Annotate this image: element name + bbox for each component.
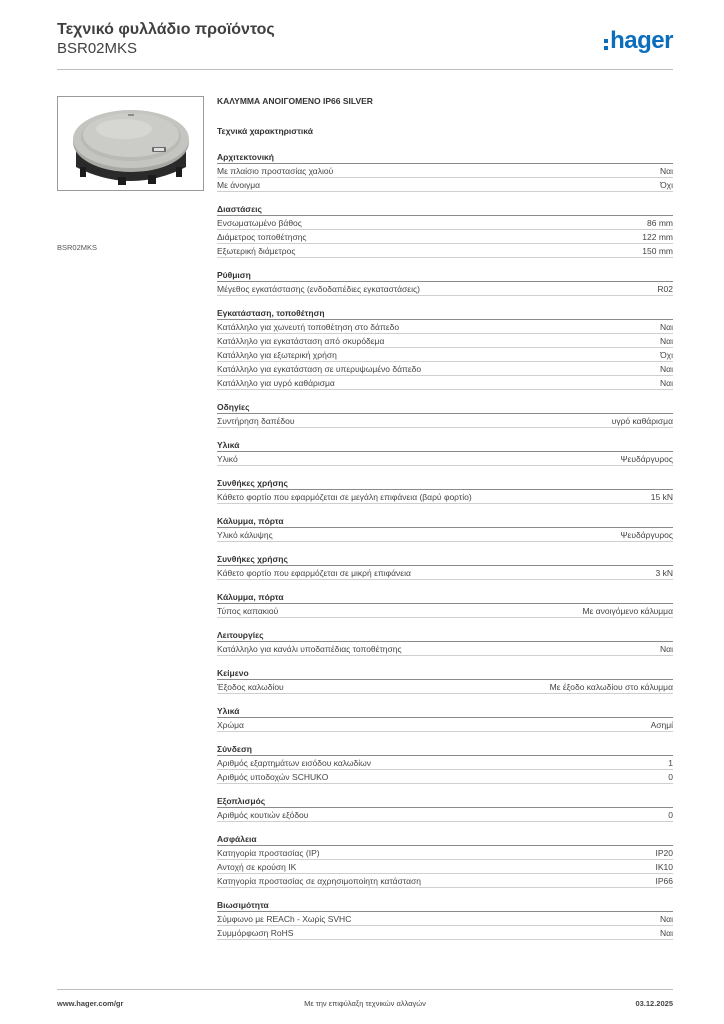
spec-value: R02	[657, 283, 673, 294]
spec-value: 122 mm	[642, 231, 673, 242]
spec-section	[217, 438, 673, 466]
section-title: Αρχιτεκτονική	[217, 150, 673, 164]
spec-label: Σύμφωνο με REACh - Χωρίς SVHC	[217, 913, 352, 924]
section-title: Λειτουργίες	[217, 628, 673, 642]
hager-logo	[604, 28, 673, 54]
spec-content	[217, 96, 673, 950]
spec-value: Με έξοδο καλωδίου στο κάλυμμα	[549, 681, 673, 692]
spec-section	[217, 898, 673, 940]
spec-value: Όχι	[660, 179, 673, 190]
spec-section	[217, 832, 673, 888]
spec-label: Μέγεθος εγκατάστασης (ενδοδαπέδιες εγκαταστάσεις)	[217, 283, 420, 294]
section-title: Σύνδεση	[217, 742, 673, 756]
page-footer	[57, 989, 673, 1013]
section-title: Υλικά	[217, 438, 673, 452]
spec-row	[217, 680, 673, 694]
spec-label: Κατάλληλο για εγκατάσταση από σκυρόδεμα	[217, 335, 385, 346]
spec-row	[217, 452, 673, 466]
document-title: Τεχνικό φυλλάδιο προϊόντος	[57, 21, 275, 38]
spec-value: 3 kN	[655, 567, 673, 578]
spec-sections	[217, 150, 673, 940]
image-caption: BSR02MKS	[57, 243, 98, 252]
spec-value: IP66	[655, 875, 673, 886]
spec-row	[217, 846, 673, 860]
spec-value: 150 mm	[642, 245, 673, 256]
spec-value: Ναι	[660, 363, 673, 374]
spec-value: Ναι	[660, 643, 673, 654]
section-title: Συνθήκες χρήσης	[217, 552, 673, 566]
spec-row	[217, 216, 673, 230]
spec-value: 0	[668, 809, 673, 820]
spec-row	[217, 164, 673, 178]
spec-row	[217, 926, 673, 940]
spec-section	[217, 476, 673, 504]
spec-row	[217, 376, 673, 390]
spec-value: Ναι	[660, 321, 673, 332]
section-title: Εξοπλισμός	[217, 794, 673, 808]
spec-section	[217, 150, 673, 192]
spec-value: Ασημί	[650, 719, 673, 730]
spec-section	[217, 666, 673, 694]
spec-label: Κατάλληλο για χωνευτή τοποθέτηση στο δάπεδο	[217, 321, 400, 332]
spec-row	[217, 912, 673, 926]
spec-row	[217, 282, 673, 296]
section-title: Ασφάλεια	[217, 832, 673, 846]
spec-row	[217, 490, 673, 504]
spec-label: Κατάλληλο για εξωτερική χρήση	[217, 349, 337, 360]
spec-label: Συμμόρφωση RoHS	[217, 927, 294, 938]
spec-label: Κάθετο φορτίο που εφαρμόζεται σε μικρή επιφάνεια	[217, 567, 411, 578]
spec-value: Ναι	[660, 165, 673, 176]
spec-row	[217, 604, 673, 618]
technical-characteristics-heading: Τεχνικά χαρακτηριστικά	[217, 126, 313, 136]
spec-value: 0	[668, 771, 673, 782]
spec-label: Με άνοιγμα	[217, 179, 261, 190]
section-title: Διαστάσεις	[217, 202, 673, 216]
spec-section	[217, 202, 673, 258]
product-name: ΚΑΛΥΜΜΑ ΑΝΟΙΓΟΜΕΝΟ IP66 SILVER	[217, 96, 373, 106]
spec-label: Τύπος καπακιού	[217, 605, 279, 616]
spec-row	[217, 718, 673, 732]
section-title: Οδηγίες	[217, 400, 673, 414]
page-header	[57, 20, 673, 70]
spec-label: Ενσωματωμένο βάθος	[217, 217, 302, 228]
spec-value: 1	[668, 757, 673, 768]
spec-value: Ναι	[660, 377, 673, 388]
section-title: Βιωσιμότητα	[217, 898, 673, 912]
spec-value: υγρό καθάρισμα	[611, 415, 673, 426]
spec-row	[217, 244, 673, 258]
spec-row	[217, 178, 673, 192]
spec-label: Κατάλληλο για κανάλι υποδαπέδιας τοποθέτησης	[217, 643, 402, 654]
document-subtitle: BSR02MKS	[57, 40, 138, 57]
spec-value: Όχι	[660, 349, 673, 360]
spec-row	[217, 756, 673, 770]
spec-value: Ναι	[660, 927, 673, 938]
footer-disclaimer: Με την επιφύλαξη τεχνικών αλλαγών	[304, 999, 426, 1008]
spec-row	[217, 348, 673, 362]
spec-row	[217, 528, 673, 542]
spec-row	[217, 642, 673, 656]
spec-section	[217, 514, 673, 542]
spec-value: Ψευδάργυρος	[620, 529, 673, 540]
spec-row	[217, 230, 673, 244]
spec-label: Έξοδος καλωδίου	[217, 681, 284, 692]
spec-label: Κάθετο φορτίο που εφαρμόζεται σε μεγάλη επιφάνεια (βαρύ φορτίο)	[217, 491, 472, 502]
spec-section	[217, 268, 673, 296]
footer-date: 03.12.2025	[635, 999, 673, 1008]
spec-value: Ψευδάργυρος	[620, 453, 673, 464]
spec-label: Υλικό	[217, 453, 238, 464]
spec-section	[217, 742, 673, 784]
spec-row	[217, 334, 673, 348]
spec-label: Αντοχή σε κρούση IK	[217, 861, 297, 872]
spec-label: Χρώμα	[217, 719, 244, 730]
spec-label: Συντήρηση δαπέδου	[217, 415, 295, 426]
section-title: Κάλυμμα, πόρτα	[217, 514, 673, 528]
spec-label: Με πλαίσιο προστασίας χαλιού	[217, 165, 334, 176]
spec-row	[217, 320, 673, 334]
spec-row	[217, 414, 673, 428]
section-title: Κάλυμμα, πόρτα	[217, 590, 673, 604]
spec-section	[217, 552, 673, 580]
spec-label: Κατηγορία προστασίας σε αχρησιμοποίητη κατάσταση	[217, 875, 421, 886]
spec-section	[217, 794, 673, 822]
spec-value: Με ανοιγόμενο κάλυμμα	[582, 605, 673, 616]
section-title: Κείμενο	[217, 666, 673, 680]
spec-section	[217, 306, 673, 390]
spec-label: Υλικό κάλυψης	[217, 529, 273, 540]
logo-dots-icon	[604, 39, 608, 50]
section-title: Συνθήκες χρήσης	[217, 476, 673, 490]
spec-label: Κατηγορία προστασίας (IP)	[217, 847, 320, 858]
spec-section	[217, 628, 673, 656]
spec-label: Διάμετρος τοποθέτησης	[217, 231, 307, 242]
spec-section	[217, 590, 673, 618]
spec-row	[217, 566, 673, 580]
spec-value: Ναι	[660, 913, 673, 924]
spec-value: 15 kN	[650, 491, 673, 502]
section-title: Υλικά	[217, 704, 673, 718]
spec-value: IP20	[655, 847, 673, 858]
spec-value: 86 mm	[647, 217, 673, 228]
spec-value: Ναι	[660, 335, 673, 346]
spec-row	[217, 860, 673, 874]
floor-box-cover-image	[58, 97, 204, 191]
spec-row	[217, 874, 673, 888]
spec-label: Αριθμός εξαρτημάτων εισόδου καλωδίων	[217, 757, 372, 768]
spec-row	[217, 362, 673, 376]
spec-row	[217, 808, 673, 822]
spec-label: Κατάλληλο για υγρό καθάρισμα	[217, 377, 335, 388]
section-title: Ρύθμιση	[217, 268, 673, 282]
product-image	[57, 96, 204, 191]
footer-website-link[interactable]: www.hager.com/gr	[57, 999, 124, 1008]
spec-label: Κατάλληλο για εγκατάσταση σε υπερυψωμένο δάπεδο	[217, 363, 422, 374]
spec-label: Αριθμός κουτιών εξόδου	[217, 809, 309, 820]
spec-section	[217, 704, 673, 732]
spec-row	[217, 770, 673, 784]
section-title: Εγκατάσταση, τοποθέτηση	[217, 306, 673, 320]
spec-section	[217, 400, 673, 428]
spec-value: IK10	[655, 861, 673, 872]
spec-label: Αριθμός υποδοχών SCHUKO	[217, 771, 329, 782]
spec-label: Εξωτερική διάμετρος	[217, 245, 296, 256]
logo-text: hager	[610, 27, 673, 54]
